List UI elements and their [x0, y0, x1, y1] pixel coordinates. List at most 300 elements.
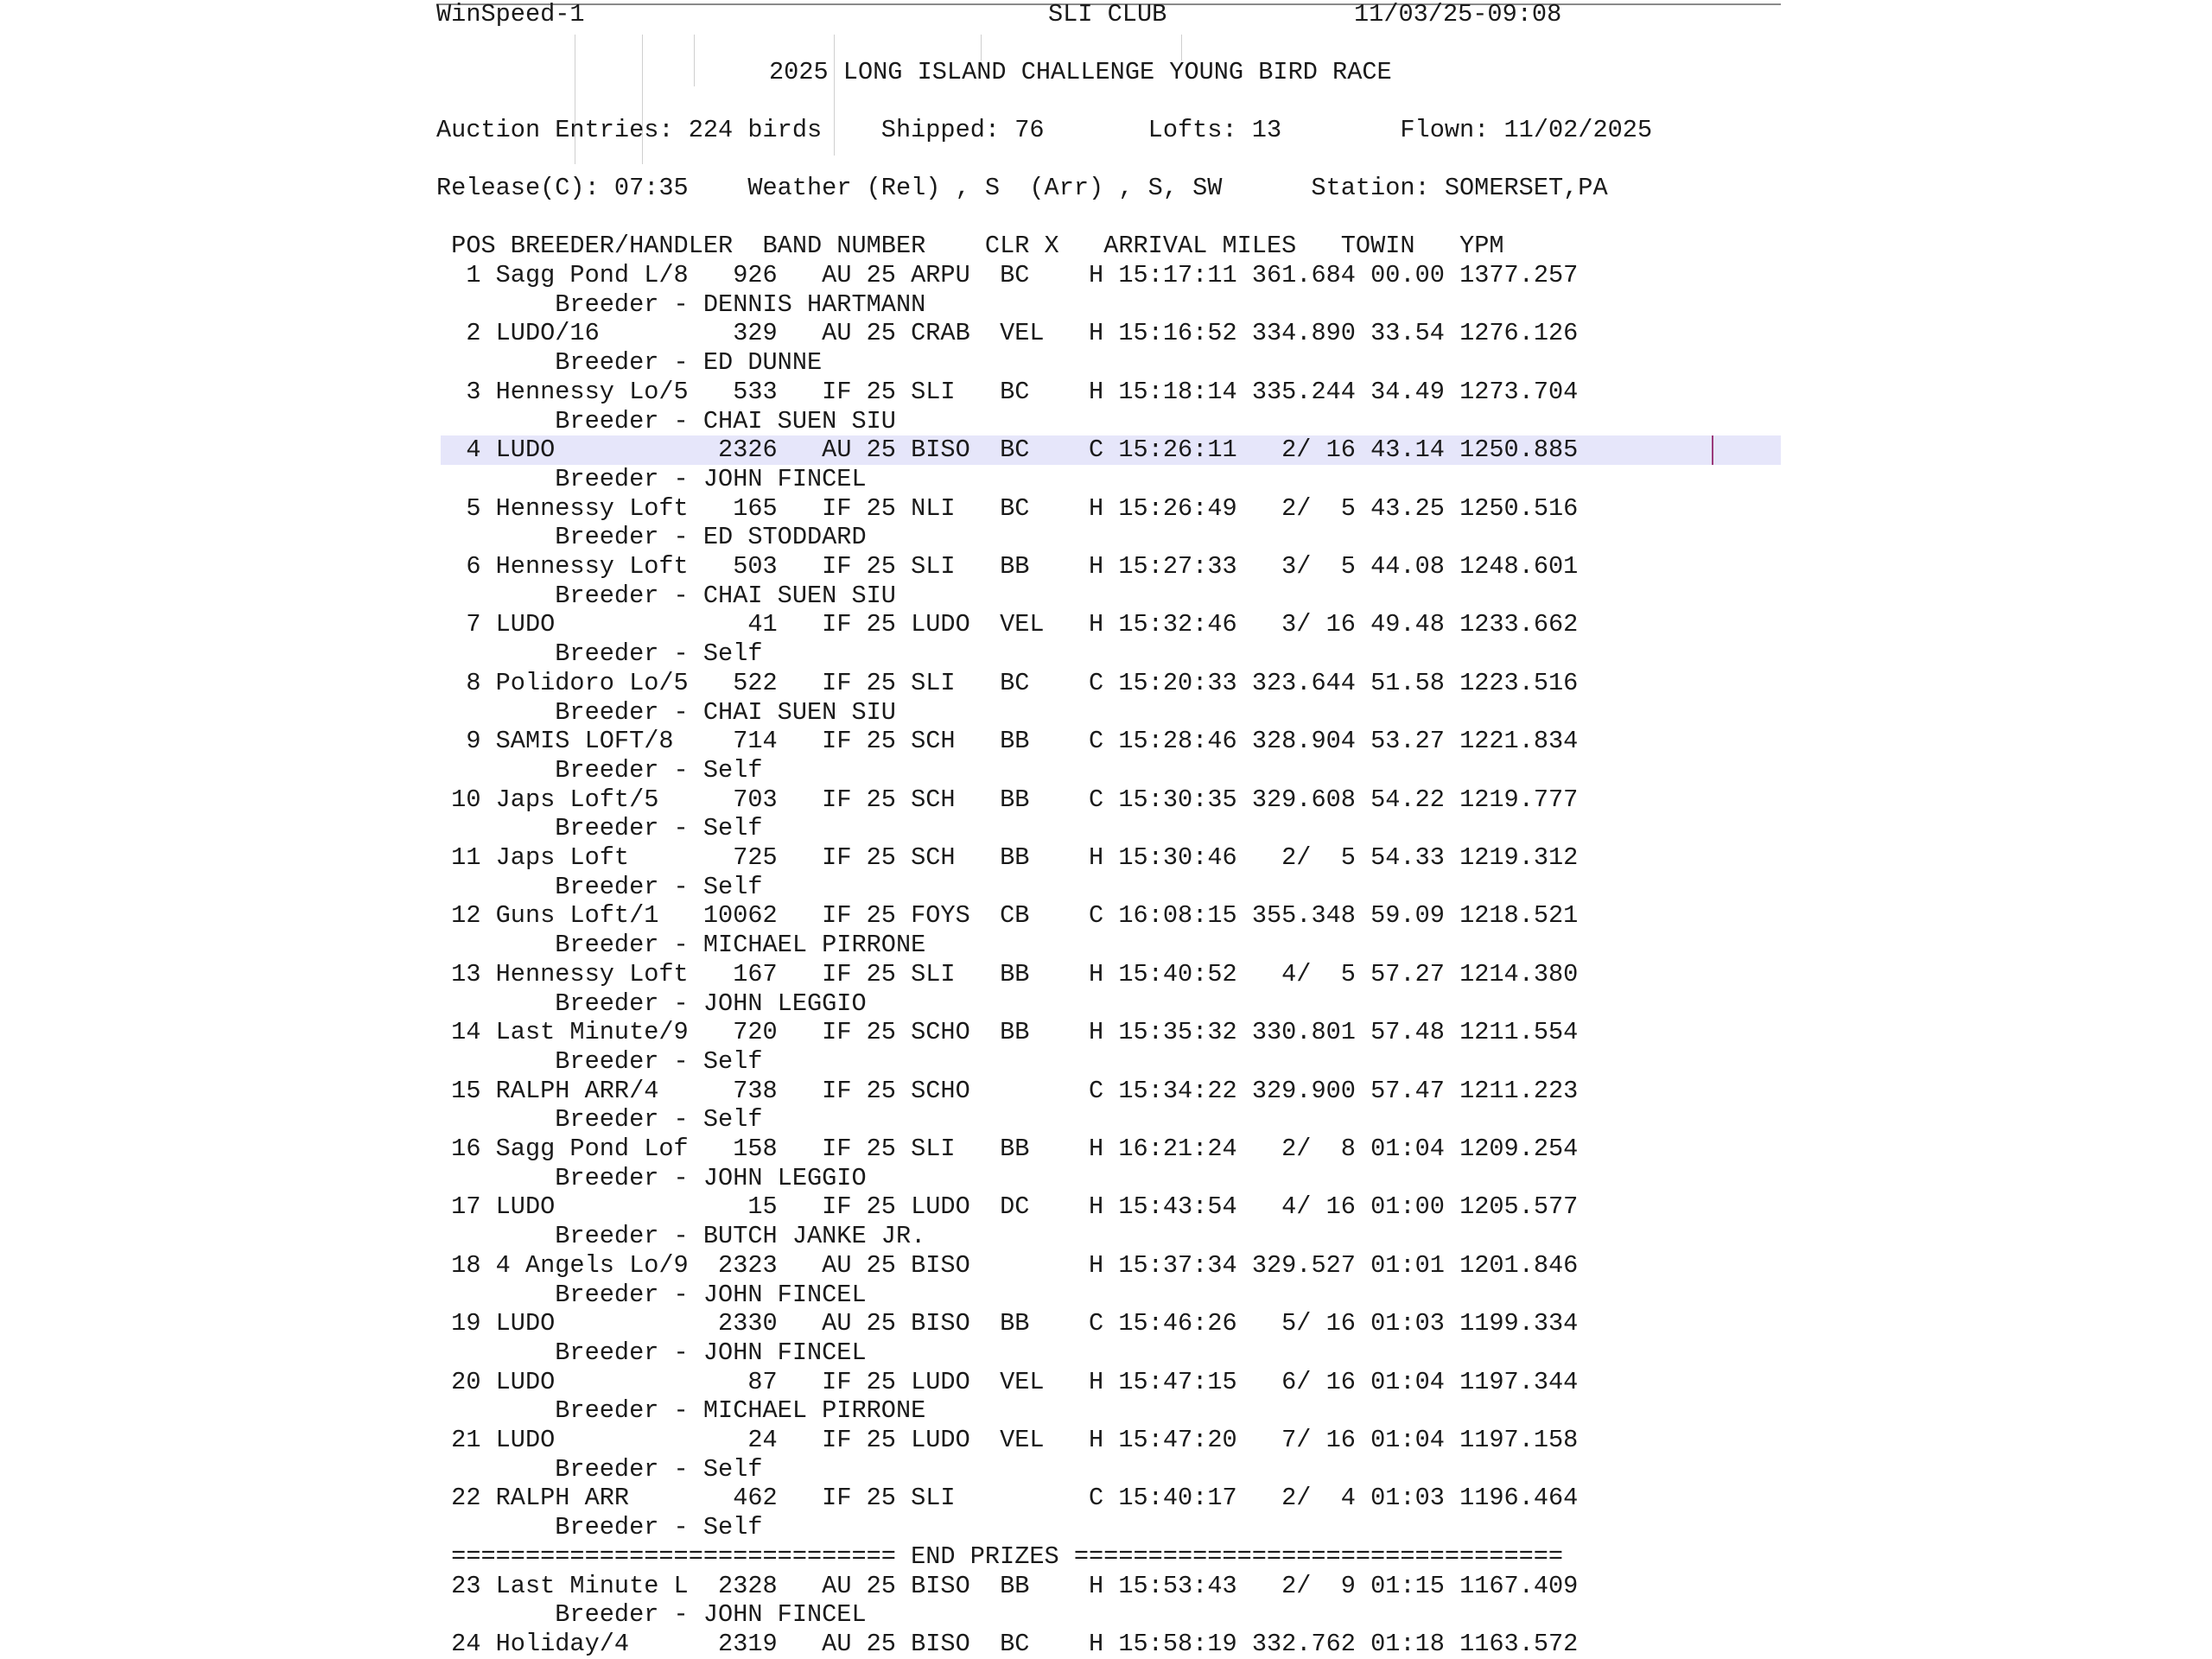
breeder-name: ED STODDARD	[702, 523, 867, 552]
row-miles: 355.348	[1251, 901, 1371, 931]
row-color: BC	[1000, 493, 1090, 523]
breeder-name: JOHN FINCEL	[702, 1600, 867, 1630]
row-color: BC	[1000, 435, 1090, 465]
breeder-name: JOHN LEGGIO	[702, 988, 867, 1018]
faint-guide-lines	[436, 0, 1781, 199]
breeder-label: Breeder -	[436, 406, 703, 435]
station-value: SOMERSET,PA	[1444, 174, 1608, 202]
breeder-name: MICHAEL PIRRONE	[702, 931, 926, 960]
row-ypm: 1219.312	[1459, 843, 1579, 872]
row-miles: 2/ 5	[1251, 843, 1371, 872]
header-club	[1048, 0, 1166, 29]
col-x-header: X	[1044, 232, 1104, 260]
shipped-value: 76	[1014, 116, 1148, 144]
row-arrival: 16:21:24	[1118, 1135, 1252, 1163]
result-row[interactable]	[436, 1368, 1578, 1397]
release-line	[436, 174, 1608, 203]
breeder-label: Breeder -	[436, 581, 703, 610]
row-ypm: 1248.601	[1459, 552, 1579, 581]
result-row[interactable]	[436, 843, 1578, 873]
row-handler: Sagg Pond Lof	[495, 1135, 703, 1163]
auction-entries-value: 224 birds	[688, 116, 881, 144]
row-band-number: 167	[702, 959, 823, 988]
row-miles: 328.904	[1251, 727, 1371, 756]
row-arrival: 15:20:33	[1118, 668, 1252, 697]
row-x-sex: H	[1089, 843, 1119, 872]
row-color: BB	[1000, 727, 1090, 756]
row-band-number: 41	[702, 610, 823, 639]
row-arrival: 15:53:43	[1118, 1571, 1252, 1600]
row-arrival: 15:47:15	[1118, 1367, 1252, 1396]
report-document	[436, 0, 1781, 1659]
row-ypm: 1219.777	[1459, 785, 1579, 814]
breeder-name: Self	[702, 1105, 763, 1135]
row-handler: SAMIS LOFT/8	[495, 727, 703, 756]
row-miles: 332.762	[1251, 1629, 1371, 1658]
row-towin: 53.27	[1370, 727, 1460, 756]
breeder-label: Breeder -	[436, 464, 703, 493]
row-towin: 54.33	[1370, 843, 1460, 872]
row-ypm: 1221.834	[1459, 727, 1579, 756]
result-row[interactable]	[436, 901, 1578, 931]
row-band-number: 2326	[702, 435, 823, 465]
entries-line	[436, 116, 1652, 145]
breeder-row	[436, 1600, 867, 1630]
breeder-label: Breeder -	[436, 1600, 703, 1630]
breeder-row	[436, 348, 822, 378]
row-arrival: 15:35:32	[1118, 1018, 1252, 1047]
row-towin: 51.58	[1370, 668, 1460, 697]
row-x-sex: H	[1089, 1426, 1119, 1454]
breeder-row	[436, 639, 763, 669]
row-handler: Holiday/4	[495, 1629, 703, 1658]
row-arrival: 15:16:52	[1118, 319, 1252, 348]
breeder-name: BUTCH JANKE JR.	[702, 1222, 926, 1251]
result-row[interactable]	[436, 1426, 1578, 1455]
row-pos: 18	[436, 1250, 496, 1280]
result-row[interactable]	[436, 319, 1578, 348]
row-ypm: 1199.334	[1459, 1309, 1579, 1338]
row-ypm: 1205.577	[1459, 1192, 1579, 1222]
row-handler: Hennessy Lo/5	[495, 377, 703, 406]
row-handler: Polidoro Lo/5	[495, 668, 703, 697]
row-arrival: 15:18:14	[1118, 377, 1252, 406]
row-pos: 20	[436, 1367, 496, 1396]
col-pos-header: POS	[436, 232, 511, 260]
row-band-club: AU 25 CRAB	[822, 319, 1001, 348]
row-x-sex: H	[1089, 1629, 1119, 1658]
row-x-sex: H	[1089, 1135, 1119, 1163]
row-x-sex: C	[1089, 435, 1119, 465]
station-label: Station:	[1311, 174, 1445, 202]
row-band-number: 720	[702, 1018, 823, 1047]
row-pos: 5	[436, 493, 496, 523]
row-color: CB	[1000, 901, 1090, 931]
breeder-label: Breeder -	[436, 1163, 703, 1192]
col-ypm-header: YPM	[1459, 232, 1504, 260]
breeder-label: Breeder -	[436, 289, 703, 319]
row-band-number: 2328	[702, 1571, 823, 1600]
row-pos: 23	[436, 1571, 496, 1600]
row-arrival: 15:34:22	[1118, 1076, 1252, 1105]
row-arrival: 15:26:11	[1118, 435, 1252, 465]
row-color: VEL	[1000, 319, 1090, 348]
row-arrival: 15:47:20	[1118, 1426, 1252, 1454]
row-color: BC	[1000, 668, 1090, 697]
row-handler: RALPH ARR/4	[495, 1076, 703, 1105]
row-handler: Japs Loft	[495, 843, 703, 872]
row-band-number: 533	[702, 377, 823, 406]
breeder-row	[436, 698, 896, 728]
row-ypm: 1377.257	[1459, 261, 1579, 289]
result-row[interactable]	[436, 261, 1578, 290]
row-miles: 329.527	[1251, 1250, 1371, 1280]
row-color	[1000, 1484, 1089, 1512]
row-arrival: 15:32:46	[1118, 610, 1252, 639]
result-row[interactable]	[436, 610, 1578, 639]
row-pos: 15	[436, 1076, 496, 1105]
row-band-number: 2319	[702, 1629, 823, 1658]
breeder-row	[436, 1396, 925, 1426]
row-pos: 4	[436, 435, 496, 465]
breeder-name: JOHN LEGGIO	[702, 1163, 867, 1192]
result-row[interactable]	[436, 435, 1578, 465]
breeder-label: Breeder -	[436, 872, 703, 901]
breeder-row	[436, 873, 763, 902]
breeder-row	[436, 1047, 763, 1077]
col-clr-header: CLR	[984, 232, 1045, 260]
row-handler: 4 Angels Lo/9	[495, 1250, 703, 1280]
row-handler: Guns Loft/1	[495, 901, 703, 931]
row-handler: LUDO	[495, 435, 703, 465]
result-row[interactable]	[436, 1135, 1578, 1164]
row-ypm: 1201.846	[1459, 1250, 1579, 1280]
row-pos: 14	[436, 1018, 496, 1047]
row-x-sex: H	[1089, 493, 1119, 523]
row-color: BC	[1000, 377, 1090, 406]
row-ypm: 1209.254	[1459, 1135, 1579, 1163]
row-miles: 335.244	[1251, 377, 1371, 406]
row-ypm: 1250.516	[1459, 493, 1579, 523]
row-towin: 01:04	[1370, 1135, 1460, 1163]
row-pos: 16	[436, 1135, 496, 1163]
row-miles: 2/ 4	[1251, 1484, 1371, 1513]
result-row[interactable]	[436, 552, 1578, 582]
result-row[interactable]	[436, 727, 1578, 756]
row-towin: 01:04	[1370, 1367, 1460, 1396]
breeder-row	[436, 1105, 763, 1135]
row-band-club: IF 25 LUDO	[822, 1192, 1001, 1222]
row-pos: 9	[436, 727, 496, 756]
breeder-label: Breeder -	[436, 697, 703, 727]
row-handler: LUDO/16	[495, 319, 703, 348]
result-row[interactable]	[436, 1309, 1578, 1338]
row-towin: 00.00	[1370, 261, 1460, 289]
result-row[interactable]	[436, 669, 1578, 698]
breeder-row	[436, 1164, 867, 1193]
row-miles: 361.684	[1251, 261, 1371, 289]
row-ypm: 1273.704	[1459, 377, 1579, 406]
row-x-sex: H	[1089, 319, 1119, 348]
row-color: BB	[1000, 843, 1090, 872]
result-row[interactable]	[436, 378, 1578, 407]
row-ypm: 1211.554	[1459, 1018, 1579, 1047]
breeder-row	[436, 407, 896, 436]
row-band-club: IF 25 FOYS	[822, 901, 1001, 931]
breeder-row	[436, 931, 925, 960]
breeder-label: Breeder -	[436, 639, 703, 669]
breeder-name: JOHN FINCEL	[702, 1338, 867, 1367]
row-band-number: 714	[702, 727, 823, 756]
row-miles: 5/ 16	[1251, 1309, 1371, 1338]
row-towin: 01:00	[1370, 1192, 1460, 1222]
row-x-sex: C	[1089, 1484, 1119, 1513]
row-band-number: 87	[702, 1367, 823, 1396]
result-row[interactable]	[436, 785, 1578, 815]
row-band-number: 24	[702, 1426, 823, 1454]
row-arrival: 15:37:34	[1118, 1250, 1252, 1280]
result-row[interactable]	[436, 1630, 1578, 1659]
row-towin: 01:04	[1370, 1426, 1460, 1454]
row-arrival: 15:58:19	[1118, 1629, 1252, 1658]
lofts-label: Lofts:	[1147, 116, 1252, 144]
breeder-name: Self	[702, 755, 763, 785]
row-arrival: 15:28:46	[1118, 727, 1252, 756]
result-row[interactable]	[436, 1572, 1578, 1601]
breeder-label: Breeder -	[436, 523, 703, 552]
row-handler: Sagg Pond L/8	[495, 261, 703, 289]
guide-line	[981, 35, 982, 60]
breeder-row	[436, 523, 867, 552]
result-row[interactable]	[436, 1251, 1578, 1281]
breeder-name: Self	[702, 639, 763, 669]
result-row[interactable]	[436, 960, 1578, 989]
row-color: BC	[1000, 261, 1090, 289]
row-towin: 49.48	[1370, 610, 1460, 639]
row-towin: 43.14	[1370, 435, 1460, 465]
result-row[interactable]	[436, 1192, 1578, 1222]
breeder-label: Breeder -	[436, 1454, 703, 1484]
row-pos: 13	[436, 959, 496, 988]
row-towin: 01:03	[1370, 1309, 1460, 1338]
row-color: VEL	[1000, 1426, 1090, 1454]
row-miles: 4/ 16	[1251, 1192, 1371, 1222]
row-x-sex: H	[1089, 377, 1119, 406]
row-color: BB	[1000, 1135, 1090, 1163]
breeder-label: Breeder -	[436, 348, 703, 378]
row-miles: 329.900	[1251, 1076, 1371, 1105]
row-towin: 44.08	[1370, 552, 1460, 581]
row-miles: 2/ 8	[1251, 1135, 1371, 1163]
row-x-sex: C	[1089, 785, 1119, 814]
row-arrival: 15:17:11	[1118, 261, 1252, 289]
row-handler: LUDO	[495, 1367, 703, 1396]
row-band-club: AU 25 ARPU	[822, 261, 1001, 289]
row-ypm: 1167.409	[1459, 1571, 1579, 1600]
row-band-club: IF 25 LUDO	[822, 610, 1001, 639]
breeder-name: Self	[702, 1454, 763, 1484]
row-arrival: 15:26:49	[1118, 493, 1252, 523]
row-towin: 01:01	[1370, 1250, 1460, 1280]
row-color: BB	[1000, 785, 1090, 814]
row-arrival: 15:30:35	[1118, 785, 1252, 814]
row-color	[1000, 1251, 1089, 1280]
row-miles: 329.608	[1251, 785, 1371, 814]
row-pos: 7	[436, 610, 496, 639]
row-towin: 57.27	[1370, 959, 1460, 988]
row-handler: LUDO	[495, 1192, 703, 1222]
row-band-club: AU 25 BISO	[822, 1629, 1001, 1658]
auction-entries-label: Auction Entries:	[436, 116, 689, 144]
header-line-1	[436, 0, 585, 29]
row-arrival: 16:08:15	[1118, 901, 1252, 931]
row-ypm: 1196.464	[1459, 1484, 1579, 1513]
row-arrival: 15:40:17	[1118, 1484, 1252, 1513]
report-datetime: 11/03/25-09:08	[1354, 0, 1562, 29]
row-band-club: IF 25 SLI	[822, 1135, 1001, 1163]
row-arrival: 15:43:54	[1118, 1192, 1252, 1222]
result-row[interactable]	[436, 1484, 1578, 1513]
row-band-number: 703	[702, 785, 823, 814]
flown-value: 11/02/2025	[1503, 116, 1653, 144]
row-band-club: AU 25 BISO	[822, 1571, 1001, 1600]
guide-line	[1181, 35, 1182, 60]
row-towin: 57.48	[1370, 1018, 1460, 1047]
breeder-row	[436, 1222, 925, 1251]
row-x-sex: C	[1089, 668, 1119, 697]
row-pos: 24	[436, 1629, 496, 1658]
row-handler: RALPH ARR	[495, 1484, 703, 1513]
row-pos: 6	[436, 552, 496, 581]
row-band-number: 2323	[702, 1250, 823, 1280]
breeder-row	[436, 989, 867, 1019]
row-ypm: 1233.662	[1459, 610, 1579, 639]
row-miles: 6/ 16	[1251, 1367, 1371, 1396]
row-miles: 323.644	[1251, 668, 1371, 697]
breeder-label: Breeder -	[436, 988, 703, 1018]
row-band-club: IF 25 SLI	[822, 668, 1001, 697]
row-pos: 12	[436, 901, 496, 931]
row-band-number: 522	[702, 668, 823, 697]
row-color: BB	[1000, 1018, 1090, 1047]
row-x-sex: C	[1089, 727, 1119, 756]
breeder-name: Self	[702, 872, 763, 901]
row-x-sex: H	[1089, 1192, 1119, 1222]
row-band-club: IF 25 SLI	[822, 377, 1001, 406]
row-x-sex: H	[1089, 610, 1119, 639]
row-handler: Last Minute L	[495, 1571, 703, 1600]
breeder-label: Breeder -	[436, 1338, 703, 1367]
row-miles: 3/ 16	[1251, 610, 1371, 639]
breeder-row	[436, 756, 763, 785]
row-ypm: 1276.126	[1459, 319, 1579, 348]
row-pos: 3	[436, 377, 496, 406]
result-row[interactable]	[436, 1077, 1578, 1106]
weather-rel-value: S	[984, 174, 1030, 202]
row-color: BB	[1000, 959, 1090, 988]
row-band-number: 738	[702, 1076, 823, 1105]
row-towin: 01:15	[1370, 1571, 1460, 1600]
row-miles: 2/ 5	[1251, 493, 1371, 523]
release-label: Release(C):	[436, 174, 614, 202]
row-x-sex: H	[1089, 552, 1119, 581]
row-towin: 57.47	[1370, 1076, 1460, 1105]
row-handler: Last Minute/9	[495, 1018, 703, 1047]
row-handler: LUDO	[495, 1426, 703, 1454]
row-band-number: 926	[702, 261, 823, 289]
row-miles: 334.890	[1251, 319, 1371, 348]
row-band-number: 158	[702, 1135, 823, 1163]
row-miles: 2/ 16	[1251, 435, 1371, 465]
row-band-club: AU 25 BISO	[822, 435, 1001, 465]
row-towin: 59.09	[1370, 901, 1460, 931]
weather-arr-value: S, SW	[1147, 174, 1312, 202]
breeder-row	[436, 290, 925, 320]
result-row[interactable]	[436, 494, 1578, 524]
row-x-sex: C	[1089, 1309, 1119, 1338]
row-arrival: 15:30:46	[1118, 843, 1252, 872]
row-ypm: 1197.158	[1459, 1426, 1579, 1454]
shipped-label: Shipped:	[880, 116, 1015, 144]
row-miles: 2/ 9	[1251, 1571, 1371, 1600]
row-band-club: IF 25 LUDO	[822, 1426, 1001, 1454]
row-handler: LUDO	[495, 610, 703, 639]
breeder-row	[436, 1281, 867, 1310]
end-prizes-divider: ============================== END PRIZES =================================	[436, 1541, 1564, 1571]
breeder-name: CHAI SUEN SIU	[702, 406, 896, 435]
breeder-name: ED DUNNE	[702, 348, 823, 378]
row-miles: 7/ 16	[1251, 1426, 1371, 1454]
row-band-number: 725	[702, 843, 823, 872]
breeder-label: Breeder -	[436, 814, 703, 843]
breeder-label: Breeder -	[436, 931, 703, 960]
breeder-name: Self	[702, 814, 763, 843]
row-towin: 01:18	[1370, 1629, 1460, 1658]
breeder-name: MICHAEL PIRRONE	[702, 1396, 926, 1426]
row-ypm: 1214.380	[1459, 959, 1579, 988]
row-pos: 8	[436, 668, 496, 697]
row-ypm: 1218.521	[1459, 901, 1579, 931]
row-handler: Japs Loft/5	[495, 785, 703, 814]
breeder-label: Breeder -	[436, 1222, 703, 1251]
row-color: BB	[1000, 1309, 1090, 1338]
breeder-label: Breeder -	[436, 1280, 703, 1309]
breeder-name: Self	[702, 1513, 763, 1542]
row-band-club: IF 25 SLI	[822, 1484, 1001, 1513]
row-band-club: IF 25 SLI	[822, 959, 1001, 988]
guide-line	[694, 35, 695, 86]
lofts-value: 13	[1251, 116, 1401, 144]
breeder-label: Breeder -	[436, 1105, 703, 1135]
weather-label: Weather (Rel) ,	[747, 174, 985, 202]
row-ypm: 1197.344	[1459, 1367, 1579, 1396]
row-arrival: 15:46:26	[1118, 1309, 1252, 1338]
row-x-sex: C	[1089, 1076, 1119, 1105]
row-band-number: 165	[702, 493, 823, 523]
row-pos: 11	[436, 843, 496, 872]
text-cursor	[1712, 435, 1713, 465]
result-row[interactable]	[436, 1018, 1578, 1047]
breeder-label: Breeder -	[436, 1046, 703, 1076]
breeder-row	[436, 465, 867, 494]
row-color: VEL	[1000, 610, 1090, 639]
row-color: VEL	[1000, 1367, 1090, 1396]
row-color: BC	[1000, 1629, 1090, 1658]
row-miles: 3/ 5	[1251, 552, 1371, 581]
row-band-club: AU 25 BISO	[822, 1250, 1001, 1280]
row-pos: 1	[436, 261, 496, 289]
row-handler: Hennessy Loft	[495, 959, 703, 988]
